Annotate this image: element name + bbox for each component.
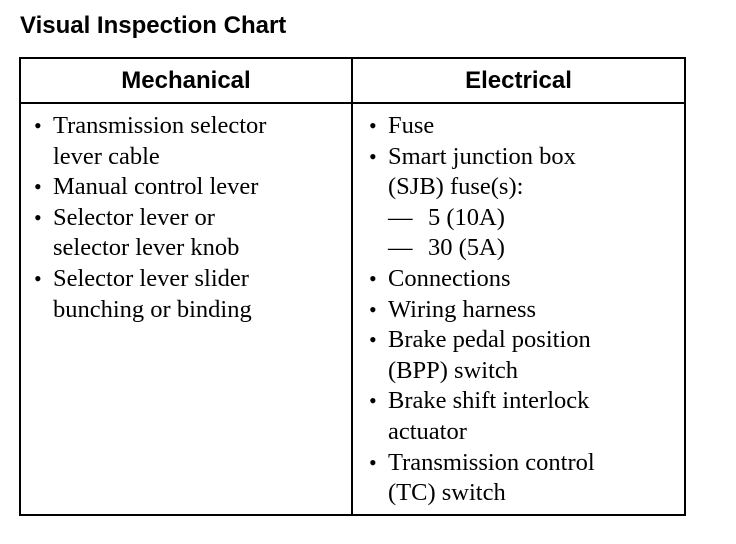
list-item bbox=[31, 172, 341, 203]
sub-item-text: 30 (5A) bbox=[428, 234, 505, 262]
sub-item-dash: — bbox=[388, 203, 413, 231]
list-item bbox=[366, 264, 671, 295]
list-item-text: Selector lever or bbox=[53, 203, 215, 231]
list-item-text: (BPP) switch bbox=[388, 356, 519, 384]
list-item bbox=[366, 142, 671, 264]
list-item-text: (SJB) fuse(s): bbox=[388, 173, 524, 201]
electrical-list bbox=[366, 111, 671, 509]
list-item-text: Fuse bbox=[388, 112, 435, 139]
list-item-text: Selector lever slider bbox=[53, 264, 249, 292]
bullet-icon: • bbox=[369, 327, 377, 353]
sub-item-text: 5 (10A) bbox=[428, 203, 505, 231]
list-item-text: (TC) switch bbox=[388, 479, 506, 507]
list-item-text: Brake shift interlock bbox=[388, 387, 590, 415]
bullet-icon: • bbox=[34, 174, 42, 200]
list-item-text: bunching or binding bbox=[53, 295, 252, 323]
list-item bbox=[366, 111, 671, 142]
bullet-icon: • bbox=[34, 204, 42, 230]
sub-item bbox=[388, 233, 671, 264]
list-item-text: actuator bbox=[388, 417, 467, 445]
bullet-icon: • bbox=[369, 296, 377, 322]
sub-item bbox=[388, 203, 671, 234]
bullet-icon: • bbox=[34, 265, 42, 291]
list-item bbox=[366, 386, 671, 447]
bullet-icon: • bbox=[34, 113, 42, 138]
list-item-text: Transmission control bbox=[388, 448, 595, 476]
list-item-text: Connections bbox=[388, 264, 511, 292]
list-item bbox=[31, 203, 341, 264]
list-item-text: Transmission selector bbox=[53, 112, 267, 139]
bullet-icon: • bbox=[369, 113, 377, 138]
bullet-icon: • bbox=[369, 388, 377, 414]
list-item-text: Wiring harness bbox=[388, 295, 537, 323]
bullet-icon: • bbox=[369, 449, 377, 475]
column-header-electrical: Electrical bbox=[465, 67, 572, 94]
list-item bbox=[31, 111, 341, 172]
list-item bbox=[31, 264, 341, 325]
page-title: Visual Inspection Chart bbox=[20, 12, 287, 39]
list-item bbox=[366, 448, 671, 509]
list-item-text: selector lever knob bbox=[53, 234, 240, 262]
column-divider bbox=[351, 59, 353, 514]
list-item bbox=[366, 295, 671, 326]
column-header-mechanical: Mechanical bbox=[121, 67, 251, 94]
list-item-text: lever cable bbox=[53, 142, 160, 170]
visual-inspection-table bbox=[19, 57, 686, 516]
bullet-icon: • bbox=[369, 143, 377, 169]
mechanical-list bbox=[31, 111, 341, 325]
list-item bbox=[366, 325, 671, 386]
sub-item-dash: — bbox=[388, 234, 413, 262]
list-item-text: Smart junction box bbox=[388, 142, 576, 170]
bullet-icon: • bbox=[369, 265, 377, 291]
list-item-text: Brake pedal position bbox=[388, 326, 591, 354]
list-item-text: Manual control lever bbox=[53, 173, 259, 201]
